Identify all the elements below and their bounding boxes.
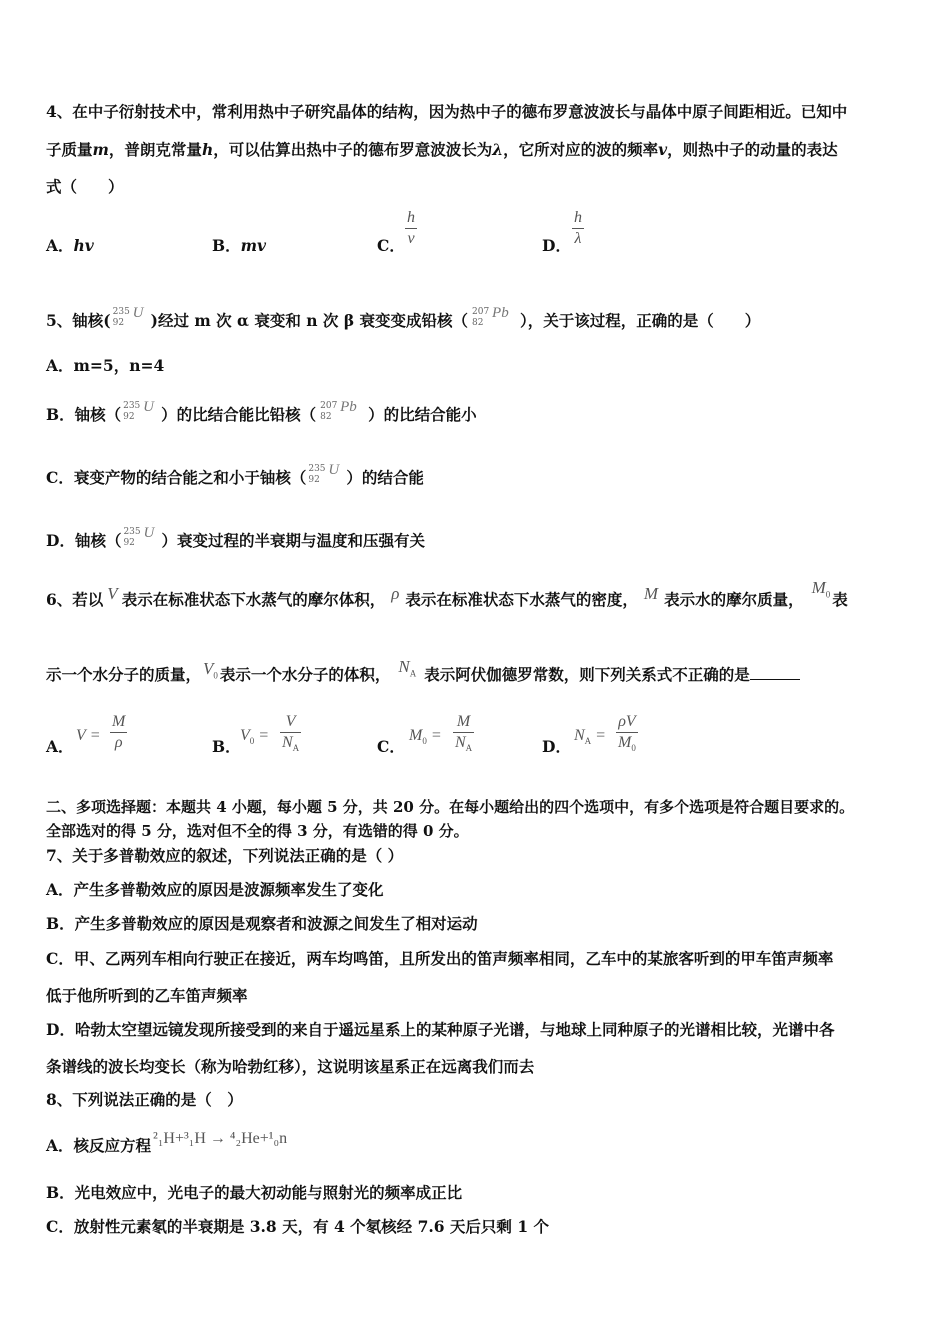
q5-option-b[interactable]: B．铀核（ 235 92 U ）的比结合能比铅核（ 207 82 Pb ）的比结合能小	[46, 402, 906, 430]
q5-option-a[interactable]: A．m=5，n=4	[46, 356, 165, 375]
q6d-fraction: $\frac{\rho V}{M_0}$	[616, 712, 638, 758]
q6-option-a[interactable]: A． V = $\frac{M}{\rho}$	[46, 712, 74, 764]
q4-option-b[interactable]: B．mv	[212, 236, 267, 255]
molar-volume-symbol: V	[107, 584, 118, 603]
uranium-nucleus: 235 92 U	[112, 305, 144, 328]
q4-line-1: 4、在中子衍射技术中，常利用热中子研究晶体的结构，因为热中子的德布罗意波波长与晶体中原子间距相近。已知中	[46, 102, 848, 121]
q4-line-3: 式（ ）	[46, 177, 124, 196]
uranium-nucleus: 235 92 U	[123, 525, 155, 548]
q6a-fraction: $\frac{M}{\rho}$	[110, 712, 127, 758]
uranium-nucleus: 235 92 U	[308, 462, 340, 485]
q7-option-d-line-1[interactable]: D．哈勃太空望远镜发现所接受到的来自于遥远星系上的某种原子光谱，与地球上同种原子的光谱相比较，光谱中各	[46, 1020, 835, 1039]
q6b-fraction: $\frac{V}{N_A}$	[280, 712, 301, 758]
q4-option-d[interactable]: D． $\frac{h}{\lambda}$	[542, 209, 582, 255]
q6-option-b[interactable]: B． $V_0$ = $\frac{V}{N_A}$	[212, 712, 241, 764]
q4-fraction-h-over-lambda: $\frac{h}{\lambda}$	[574, 209, 582, 247]
lead-nucleus: 207 82 Pb	[320, 399, 357, 422]
nuclear-reaction-equation: ²₁H+³₁H → ⁴₂He+¹₀n	[153, 1130, 288, 1147]
avogadro-symbol: $N_A$	[398, 657, 417, 679]
q7-option-c-line-1[interactable]: C．甲、乙两列车相向行驶正在接近，两车均鸣笛，且所发出的笛声频率相同，乙车中的某旅客听到的甲车笛声频率	[46, 949, 834, 968]
q6-option-d[interactable]: D． $N_A$ = $\frac{\rho V}{M_0}$	[542, 712, 571, 764]
q6-stem-line-1: 6、若以 V 表示在标准状态下水蒸气的摩尔体积， ρ 表示在标准状态下水蒸气的密度， M 表示水的摩尔质量，$M_0$ 表	[46, 578, 848, 609]
q7-option-a[interactable]: A．产生多普勒效应的原因是波源频率发生了变化	[46, 880, 384, 899]
q5-option-d[interactable]: D．铀核（ 235 92 U ）衰变过程的半衰期与温度和压强有关	[46, 528, 906, 556]
q6c-fraction: $\frac{M}{N_A}$	[453, 712, 474, 758]
q5-option-c[interactable]: C．衰变产物的结合能之和小于铀核（ 235 92 U ）的结合能	[46, 465, 906, 493]
q4-line-2: 子质量m，普朗克常量h，可以估算出热中子的德布罗意波波长为λ，它所对应的波的频率v，则热中子的动量的表达	[46, 140, 838, 159]
q7-option-d-line-2[interactable]: 条谱线的波长均变长（称为哈勃红移），这说明该星系正在远离我们而去	[46, 1057, 535, 1076]
q4-lambda-symbol: λ	[492, 140, 504, 159]
q7-stem: 7、关于多普勒效应的叙述，下列说法正确的是（ ）	[46, 846, 404, 865]
q8-option-a[interactable]: A．核反应方程 ²₁H+³₁H → ⁴₂He+¹₀n	[46, 1130, 288, 1155]
q8-option-c[interactable]: C．放射性元素氡的半衰期是 3.8 天，有 4 个氡核经 7.6 天后只剩 1 个	[46, 1217, 550, 1236]
molecule-mass-symbol: $M_0$	[811, 578, 831, 600]
q4-mass-symbol: m	[92, 140, 109, 159]
density-symbol: ρ	[391, 584, 400, 603]
q8-stem: 8、下列说法正确的是（ ）	[46, 1090, 243, 1109]
q4-fraction-h-over-v: $\frac{h}{v}$	[407, 209, 415, 247]
uranium-nucleus: 235 92 U	[123, 399, 154, 422]
q6-option-c[interactable]: C． $M_0$ = $\frac{M}{N_A}$	[377, 712, 405, 764]
q7-option-b[interactable]: B．产生多普勒效应的原因是观察者和波源之间发生了相对运动	[46, 914, 478, 933]
q4-planck-symbol: h	[201, 140, 214, 159]
molecule-volume-symbol: $V_0$	[203, 659, 218, 681]
q8-option-b[interactable]: B．光电效应中，光电子的最大初动能与照射光的频率成正比	[46, 1183, 463, 1202]
section2-header-line-1: 二、多项选择题：本题共 4 小题，每小题 5 分，共 20 分。在每小题给出的四个选项中，有多个选项是符合题目要求的。	[46, 798, 855, 816]
molar-mass-symbol: M	[643, 584, 659, 603]
q6-stem-line-2: 示一个水分子的质量， $V_0$ 表示一个水分子的体积， $N_A$ 表示阿伏伽德罗常数，则下列关系式不正确的是	[46, 665, 906, 691]
q5-stem: 5、铀核( 235 92 U )经过 m 次 α 衰变和 n 次 β 衰变变成铅核（ 207 82 Pb ），关于该过程，正确的是（ ）	[46, 308, 906, 336]
answer-blank[interactable]	[750, 665, 800, 680]
q4-frequency-symbol: v	[658, 140, 668, 159]
q4-option-c[interactable]: C． $\frac{h}{v}$	[377, 209, 415, 255]
q7-option-c-line-2[interactable]: 低于他所听到的乙车笛声频率	[46, 986, 248, 1005]
q4-option-a[interactable]: A．hv	[46, 236, 94, 255]
lead-nucleus: 207 82 Pb	[472, 305, 509, 328]
section2-header-line-2: 全部选对的得 5 分，选对但不全的得 3 分，有选错的得 0 分。	[46, 822, 469, 840]
